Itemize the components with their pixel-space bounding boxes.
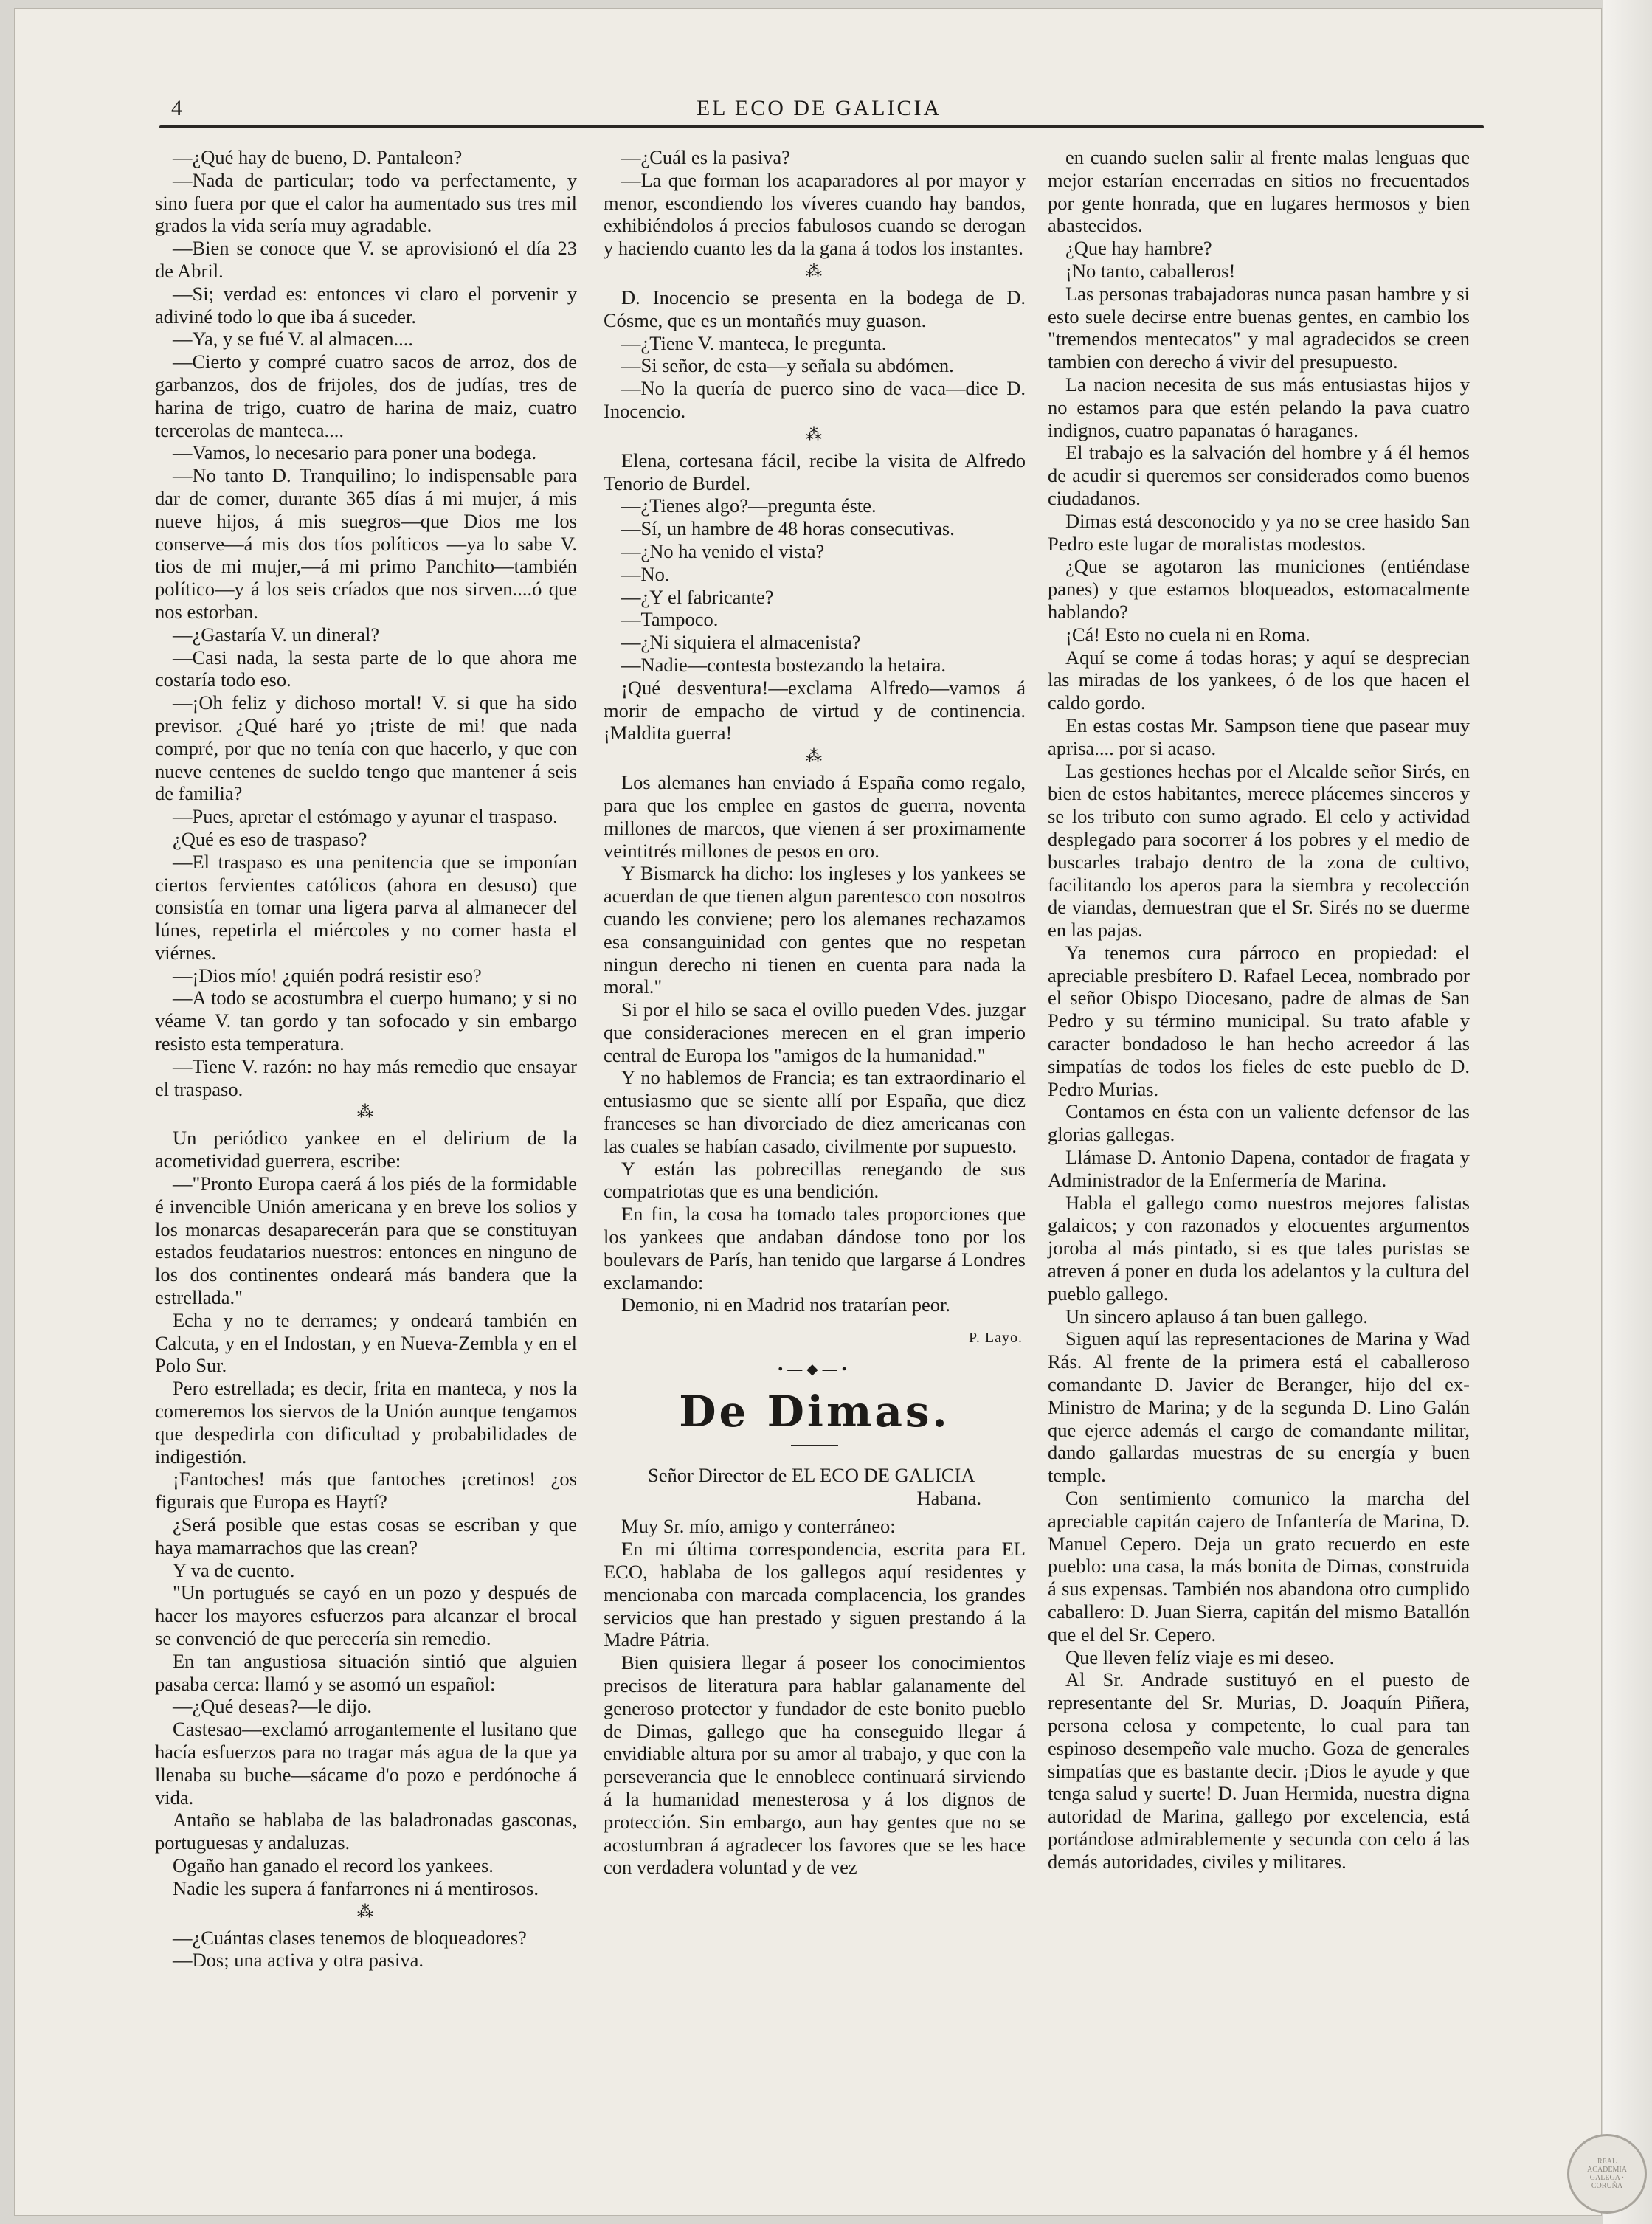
salutation-line-1: Señor Director de EL ECO DE GALICIA [648,1463,975,1486]
section-stars: ⁂ [806,261,823,280]
paragraph: Y Bismarck ha dicho: los ingleses y los yankees se acuerdan de que tienen algun parentesco con nosotros cuando les conviene; pero los alemanes rechazamos esa consanguinidad con gentes que no respetan ningun derecho ni tienen en cuenta para nada la moral." [604,862,1026,998]
paragraph: ¡Qué desventura!—exclama Alfredo—vamos á morir de empacho de virtud y de continencia. ¡Maldita guerra! [604,676,1026,745]
header-rule [159,125,1484,128]
paragraph: ¡No tanto, caballeros! [1065,259,1236,282]
page-number: 4 [171,96,182,120]
paragraph: ¡Fantoches! más que fantoches ¡cretinos! ¿os figurais que Europa es Haytí? [155,1468,577,1513]
paragraph: En mi última correspondencia, escrita para EL ECO, hablaba de los gallegos aquí residentes y mencionaba con marcada complacencia, los grandes servicios que han prestado y siguen prestando á la Madre Pátria. [604,1538,1026,1651]
paragraph: Bien quisiera llegar á poseer los conocimientos precisos de literatura para hablar galanamente del generoso protector y fundador de este bonito pueblo de Dimas, gallego que ha conseguido llegar á envidiable altura por su amor al trabajo, y que con la perseverancia que le ennoblece continuará sirviendo á la humanidad menesterosa y á los dignos de protección. Sin embargo, aun hay gentes que no se acostumbran á agradecer los favores que se les hace con verdadera voluntad y de vez [604,1651,1026,1879]
paragraph: —La que forman los acaparadores al por mayor y menor, escondiendo los víveres cuando hay bandos, exhibiéndolos á precios fabulosos cuando se derogan y haciendo cuanto les da la gana á todos los instantes. [604,168,1026,260]
paragraph: —Ya, y se fué V. al almacen.... [173,328,414,350]
paragraph: Con sentimiento comunico la marcha del apreciable capitán cajero de Infantería de Marina, D. Manuel Cepero. Deja un grato recuerdo en este pueblo: una casa, la más bonita de Dimas, construida á sus expensas. También nos abandona otro cumplido caballero: D. Juan Sierra, capitán del mismo Batallón que el del Sr. Cepero. [1048,1487,1470,1645]
paragraph: Las personas trabajadoras nunca pasan hambre y si esto suele decirse entre buenas gentes, en cambio los "tremendos mentecatos" y mal agradecidos se creen tambien con derecho á vivir del presupuesto. [1048,282,1470,373]
paragraph: Un periódico yankee en el delirium de la acometividad guerrera, escribe: [155,1127,577,1173]
paragraph: Y no hablemos de Francia; es tan extraordinario el entusiasmo que se siente allí por España, que diez franceses se han divorciado de diez americanas con las cuales se habían casado, civilmente por supuesto. [604,1066,1026,1157]
paragraph: —¿Qué hay de bueno, D. Pantaleon? [173,146,463,168]
paragraph: —¿Cuántas clases tenemos de bloqueadores? [173,1926,527,1949]
paragraph: —¿Tienes algo?—pregunta éste. [621,494,877,517]
paragraph: Los alemanes han enviado á España como regalo, para que los emplee en gastos de guerra, noventa millones de marcos, que vienen á ser proximamente veintitrés millones de pesos en oro. [604,771,1026,862]
col2-text-a [604,146,1026,260]
paragraph: —Nada de particular; todo va perfectamente, y sino fuera por que el calor ha aumentado sus tres mil grados la vida sería muy agradable. [155,168,577,237]
col2-text-c [604,449,1026,745]
paragraph: —No tanto D. Tranquilino; lo indispensable para dar de comer, durante 365 días á mi mujer, á mis nueve hijos, á mis suegros—que Dios me los conserve—á mis dos tíos políticos —ya lo sabe V. tios de mi mujer,—á mi primo Panchito—también político—y á los seis críados que nos sirven....ó que nos estorban. [155,464,577,623]
paragraph: Un sincero aplauso á tan buen gallego. [1065,1305,1368,1327]
paragraph: Castesao—exclamó arrogantemente el lusitano que hacía esfuerzos para no tragar más agua de la que ya llenaba su buche—sácame d'o pozo e perdónoche á vida. [155,1718,577,1809]
paragraph: La nacion necesita de sus más entusiastas hijos y no estamos para que estén pelando la pava cuatro indignos, cuatro papanatas ó haraganes. [1048,373,1470,441]
paragraph: ¿Que se agotaron las municiones (entiéndase panes) y que estamos bloqueados, estomacalmente hablando? [1048,555,1470,623]
col2-text-e [604,1515,1026,1879]
col1-text-b [155,1127,577,1899]
seal-text: REAL ACADEMIA GALEGA · CORUÑA [1587,2158,1627,2190]
paragraph: Echa y no te derrames; y ondeará también en Calcuta, y en el Indostan, y en Nueva-Zembla y en el Polo Sur. [155,1308,577,1377]
paragraph: Muy Sr. mío, amigo y conterráneo: [621,1515,896,1538]
ornament: •—◆—• [778,1361,851,1378]
paragraph: —¿Cuál es la pasiva? [621,146,790,168]
paragraph: "Un portugués se cayó en un pozo y después de hacer los mayores esfuerzos para alcanzar el brocal se convenció de que perecería sin remedio. [155,1581,577,1649]
paragraph: —No la quería de puerco sino de vaca—dice D. Inocencio. [604,377,1026,422]
paragraph: Llámase D. Antonio Dapena, contador de fragata y Administrador de la Enfermería de Marina. [1048,1146,1470,1191]
paragraph: Y están las pobrecillas renegando de sus compatriotas que es una bendición. [604,1157,1026,1203]
paragraph: Contamos en ésta con un valiente defensor de las glorias gallegas. [1048,1100,1470,1146]
paragraph: en cuando suelen salir al frente malas lenguas que mejor estarían encerradas en sitios no frecuentados por gente honrada, que en lugares hermosos y bien abastecidos. [1048,146,1470,237]
article-title: De Dimas. [679,1386,950,1437]
paragraph: Antaño se hablaba de las baladronadas gasconas, portuguesas y andaluzas. [155,1809,577,1854]
paragraph: Aquí se come á todas horas; y aquí se desprecian las miradas de los yankees, ó de los que hacen el caldo gordo. [1048,646,1470,714]
section-stars: ⁂ [357,1902,375,1921]
title-rule [791,1445,838,1446]
paragraph: —Casi nada, la sesta parte de lo que ahora me costaría todo eso. [155,646,577,691]
paragraph: ¿Será posible que estas cosas se escriban y que haya mamarrachos que las crean? [155,1513,577,1558]
paragraph: —Bien se conoce que V. se aprovisionó el día 23 de Abril. [155,237,577,282]
paragraph: —¿Gastaría V. un dineral? [173,623,380,646]
paragraph: —"Pronto Europa caerá á los piés de la formidable é invencible Unión americana y en breve los solios y los monarcas desaparecerán para que se constituyan estados feudatarios nuestros: entonces en ninguno de los dos continentes ondeará más bandera que la estrellada." [155,1173,577,1309]
col1-text-c [155,1927,577,1972]
paragraph: Si por el hilo se saca el ovillo pueden Vdes. juzgar que consideraciones merecen en el gran imperio central de Europa los "amigos de la humanidad." [604,998,1026,1066]
paragraph: El trabajo es la salvación del hombre y á él hemos de acudir si queremos ser considerados como buenos ciudadanos. [1048,441,1470,509]
signature: P. Layo. [969,1330,1023,1347]
section-stars: ⁂ [806,424,823,443]
column-1 [155,146,577,1972]
paragraph: Siguen aquí las representaciones de Marina y Wad Rás. Al frente de la primera está el caballeroso comandante D. Javier de Beranger, hijo del ex-Ministro de Marina; y de la segunda D. Lino Galán que ejerce además el cargo de comandante militar, dando gallardas muestras de su energía y buen temple. [1048,1327,1470,1487]
paragraph: —¿No ha venido el vista? [621,539,825,562]
paragraph: —¡Oh feliz y dichoso mortal! V. si que ha sido previsor. ¿Qué haré yo ¡triste de mi! que nada compré, por que no tenía con que hacerlo, y que con nueve centenes de sueldo tengo que mantener á seis de familia? [155,691,577,805]
paragraph: —El traspaso es una penitencia que se imponían ciertos fervientes católicos (ahora en desuso) que consistía en tomar una ligera parva al almanecer del lúnes, repetirla el miércoles y no comer hasta el viérnes. [155,850,577,964]
paragraph: Al Sr. Andrade sustituyó en el puesto de representante del Sr. Murias, D. Joaquín Piñera, persona celosa y competente, lo cual para tan espinoso desempeño vale mucho. Goza de generales simpatías que es bastante decir. ¡Dios le ayude y que tenga salud y suerte! D. Juan Hermida, nuestra digna autoridad de Marina, gallego por excelencia, está portándose admirablemente y secunda con celo á las demás autoridades, civiles y militares. [1048,1668,1470,1873]
paragraph: —Nadie—contesta bostezando la hetaira. [621,653,947,676]
paragraph: —Si señor, de esta—y señala su abdómen. [621,354,954,377]
col2-text-b [604,286,1026,423]
col1-text [155,146,577,1100]
paragraph: —A todo se acostumbra el cuerpo humano; y si no véame V. tan gordo y tan sofocado y sin embargo resisto esta temperatura. [155,987,577,1055]
paragraph: ¿Que hay hambre? [1065,237,1212,260]
paragraph: En fin, la cosa ha tomado tales proporciones que los yankees que andaban dándose tono por los boulevars de París, han tenido que largarse á Londres exclamando: [604,1203,1026,1294]
paragraph: Nadie les supera á fanfarrones ni á mentirosos. [173,1876,539,1899]
paragraph: Demonio, ni en Madrid nos tratarían peor. [621,1294,950,1316]
paragraph: ¡Cá! Esto no cuela ni en Roma. [1065,623,1310,646]
paragraph: —Tiene V. razón: no hay más remedio que ensayar el traspaso. [155,1054,577,1100]
paragraph: —Tampoco. [621,608,719,631]
paragraph: —Pues, apretar el estómago y ayunar el traspaso. [173,805,558,828]
paragraph: —¿Ni siquiera el almacenista? [621,631,861,654]
paragraph: Que lleven felíz viaje es mi deseo. [1065,1645,1335,1668]
section-stars: ⁂ [806,747,823,766]
page-edge [1603,0,1652,2224]
paragraph: Pero estrellada; es decir, frita en manteca, y nos la comeremos los siervos de la Unión aunque tengamos que despedirla con dificultad y probabilidades de indigestión. [155,1377,577,1468]
page-header [155,94,1483,128]
paragraph: ¿Qué es eso de traspaso? [173,827,367,850]
paragraph: Las gestiones hechas por el Alcalde señor Sirés, en bien de estos habitantes, merece plácemes sinceros y se los tributo con sumo agrado. El celo y actividad desplegado para socorrer á los pobres y el medio de buscarles trabajo dentro de la zona de cultivo, facilitando los aperos para la siembra y recolección de viandas, demuestran que el Sr. Sirés no se duerme en las pajas. [1048,759,1470,942]
paragraph: Elena, cortesana fácil, recibe la visita de Alfredo Tenorio de Burdel. [604,449,1026,494]
paragraph: Ogaño han ganado el record los yankees. [173,1854,494,1876]
masthead: EL ECO DE GALICIA [696,96,942,120]
paragraph: Y va de cuento. [173,1558,295,1581]
paragraph: Ya tenemos cura párroco en propiedad: el apreciable presbítero D. Rafael Lecea, nombrado por el señor Obispo Diocesano, padre de almas de San Pedro y su término municipal. Su trato afable y caracter bondadoso le han hecho acreedor á las simpatías de todos los fieles de este pueblo de D. Pedro Murias. [1048,941,1470,1100]
col2-text-d [604,771,1026,1316]
salutation-line-2: Habana. [916,1486,981,1509]
paragraph: Habla el gallego como nuestros mejores falistas galaicos; y con razonados y elocuentes argumentos joroba al más pintado, si es que tales puristas se atreven á poner en duda los adelantos y la cultura del pueblo gallego. [1048,1191,1470,1305]
paragraph: —Dos; una activa y otra pasiva. [173,1949,424,1972]
paragraph: —Vamos, lo necesario para poner una bodega. [173,441,537,464]
paragraph: —Sí, un hambre de 48 horas consecutivas. [621,517,955,540]
col3-text [1048,146,1470,1874]
paragraph: —¿Qué deseas?—le dijo. [173,1695,373,1718]
paragraph: —¿Y el fabricante? [621,585,774,608]
paragraph: —Si; verdad es: entonces vi claro el porvenir y adiviné todo lo que iba á suceder. [155,282,577,328]
section-stars: ⁂ [357,1102,375,1122]
paragraph: Dimas está desconocido y ya no se cree hasido San Pedro este lugar de moralistas modestos. [1048,509,1470,555]
paragraph: En tan angustiosa situación sintió que alguien pasaba cerca: llamó y se asomó un español: [155,1649,577,1695]
paragraph: —No. [621,562,670,585]
paragraph: —Cierto y compré cuatro sacos de arroz, dos de garbanzos, dos de frijoles, dos de judías, tres de harina de trigo, cuatro de harina de maiz, cuatro tercerolas de manteca.... [155,350,577,441]
paragraph: En estas costas Mr. Sampson tiene que pasear muy aprisa.... por si acaso. [1048,714,1470,759]
column-3 [1048,146,1470,1874]
library-seal [1567,2134,1647,2214]
column-2 [604,146,1026,1879]
paragraph: —¡Dios mío! ¿quién podrá resistir eso? [173,964,482,987]
paragraph: —¿Tiene V. manteca, le pregunta. [621,331,887,354]
paragraph: D. Inocencio se presenta en la bodega de D. Cósme, que es un montañés muy guason. [604,286,1026,331]
